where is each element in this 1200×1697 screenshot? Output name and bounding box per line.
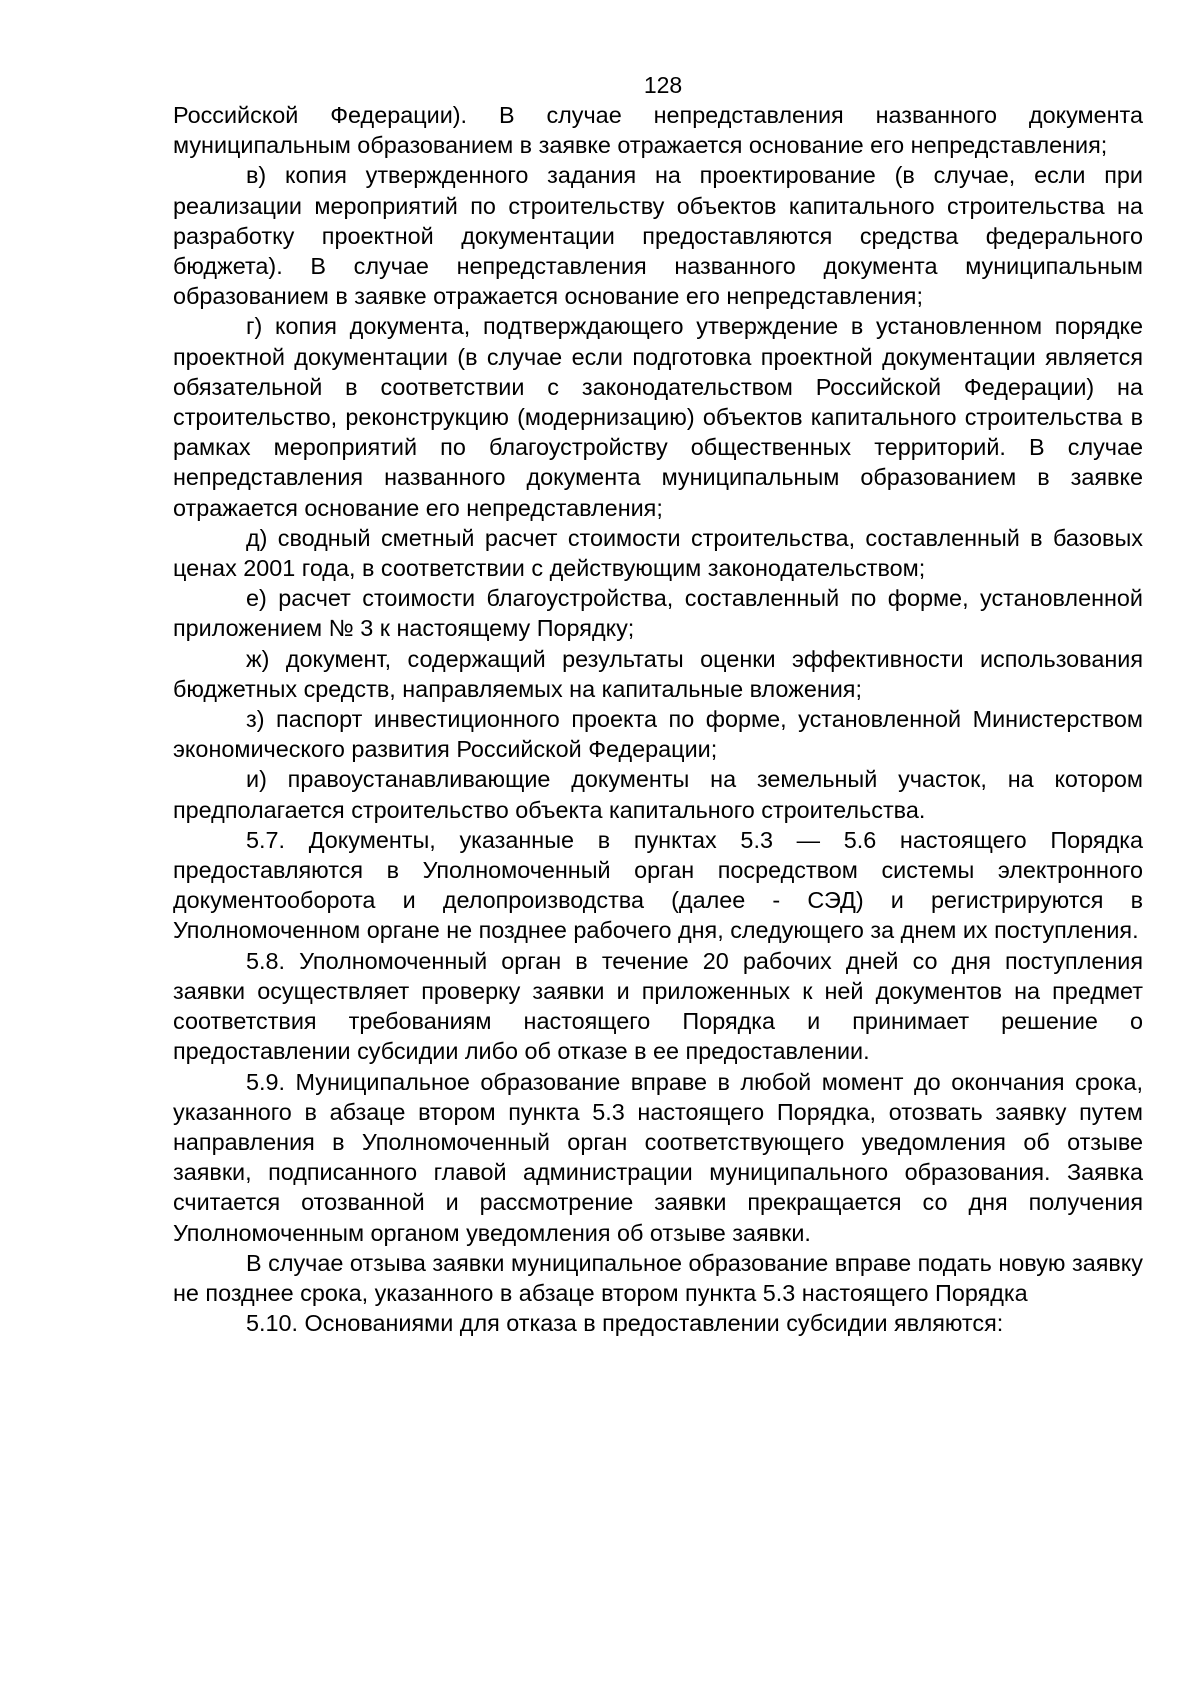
paragraph: В случае отзыва заявки муниципальное образование вправе подать новую заявку не позднее срока, указанного в абзаце втором пункта 5.3 настоящего Порядка	[173, 1249, 1143, 1306]
page-number: 128	[643, 72, 683, 98]
paragraph: Российской Федерации). В случае непредставления названного документа муниципальным образованием в заявке отражается основание его непредставления;	[173, 102, 1143, 159]
paragraph: ж) документ, содержащий результаты оценки эффективности использования бюджетных средств, направляемых на капитальные вложения;	[173, 645, 1143, 702]
paragraph: 5.8. Уполномоченный орган в течение 20 рабочих дней со дня поступления заявки осуществляет проверку заявки и приложенных к ней документов на предмет соответствия требованиям настоящего Порядка и принимает решение о предоставлении субсидии либо об отказе в ее предоставлении.	[173, 947, 1143, 1065]
paragraph: г) копия документа, подтверждающего утверждение в установленном порядке проектной документации (в случае если подготовка проектной документации является обязательной в соответствии с законодательством Российской Федерации) на строительство, реконструкцию (модернизацию) объектов капитального строительства в рамках мероприятий по благоустройству общественных территорий. В случае непредставления названного документа муниципальным образованием в заявке отражается основание его непредставления;	[173, 313, 1143, 521]
paragraph: 5.9. Муниципальное образование вправе в любой момент до окончания срока, указанного в абзаце втором пункта 5.3 настоящего Порядка, отозвать заявку путем направления в Уполномоченный орган соответствующего уведомления об отзыве заявки, подписанного главой администрации муниципального образования. Заявка считается отозванной и рассмотрение заявки прекращается со дня получения Уполномоченным органом уведомления об отзыве заявки.	[173, 1068, 1143, 1246]
paragraph: и) правоустанавливающие документы на земельный участок, на котором предполагается строительство объекта капитального строительства.	[173, 766, 1143, 823]
paragraph: 5.10. Основаниями для отказа в предоставлении субсидии являются:	[246, 1310, 1004, 1337]
document-body	[173, 100, 1143, 1338]
paragraph: з) паспорт инвестиционного проекта по форме, установленной Министерством экономического развития Российской Федерации;	[173, 706, 1143, 763]
paragraph: е) расчет стоимости благоустройства, составленный по форме, установленной приложением № 3 к настоящему Порядку;	[173, 585, 1143, 642]
paragraph: д) сводный сметный расчет стоимости строительства, составленный в базовых ценах 2001 года, в соответствии с действующим законодательством;	[173, 524, 1143, 582]
paragraph: в) копия утвержденного задания на проектирование (в случае, если при реализации мероприятий по строительству объектов капитального строительства на разработку проектной документации предоставляются средства федерального бюджета). В случае непредставления названного документа муниципальным образованием в заявке отражается основание его непредставления;	[173, 162, 1143, 310]
paragraph: 5.7. Документы, указанные в пунктах 5.3 — 5.6 настоящего Порядка предоставляются в Уполномоченный орган посредством системы электронного документооборота и делопроизводства (далее - СЭД) и регистрируются в Уполномоченном органе не позднее рабочего дня, следующего за днем их поступления.	[173, 826, 1143, 944]
document-page	[173, 70, 1143, 1338]
